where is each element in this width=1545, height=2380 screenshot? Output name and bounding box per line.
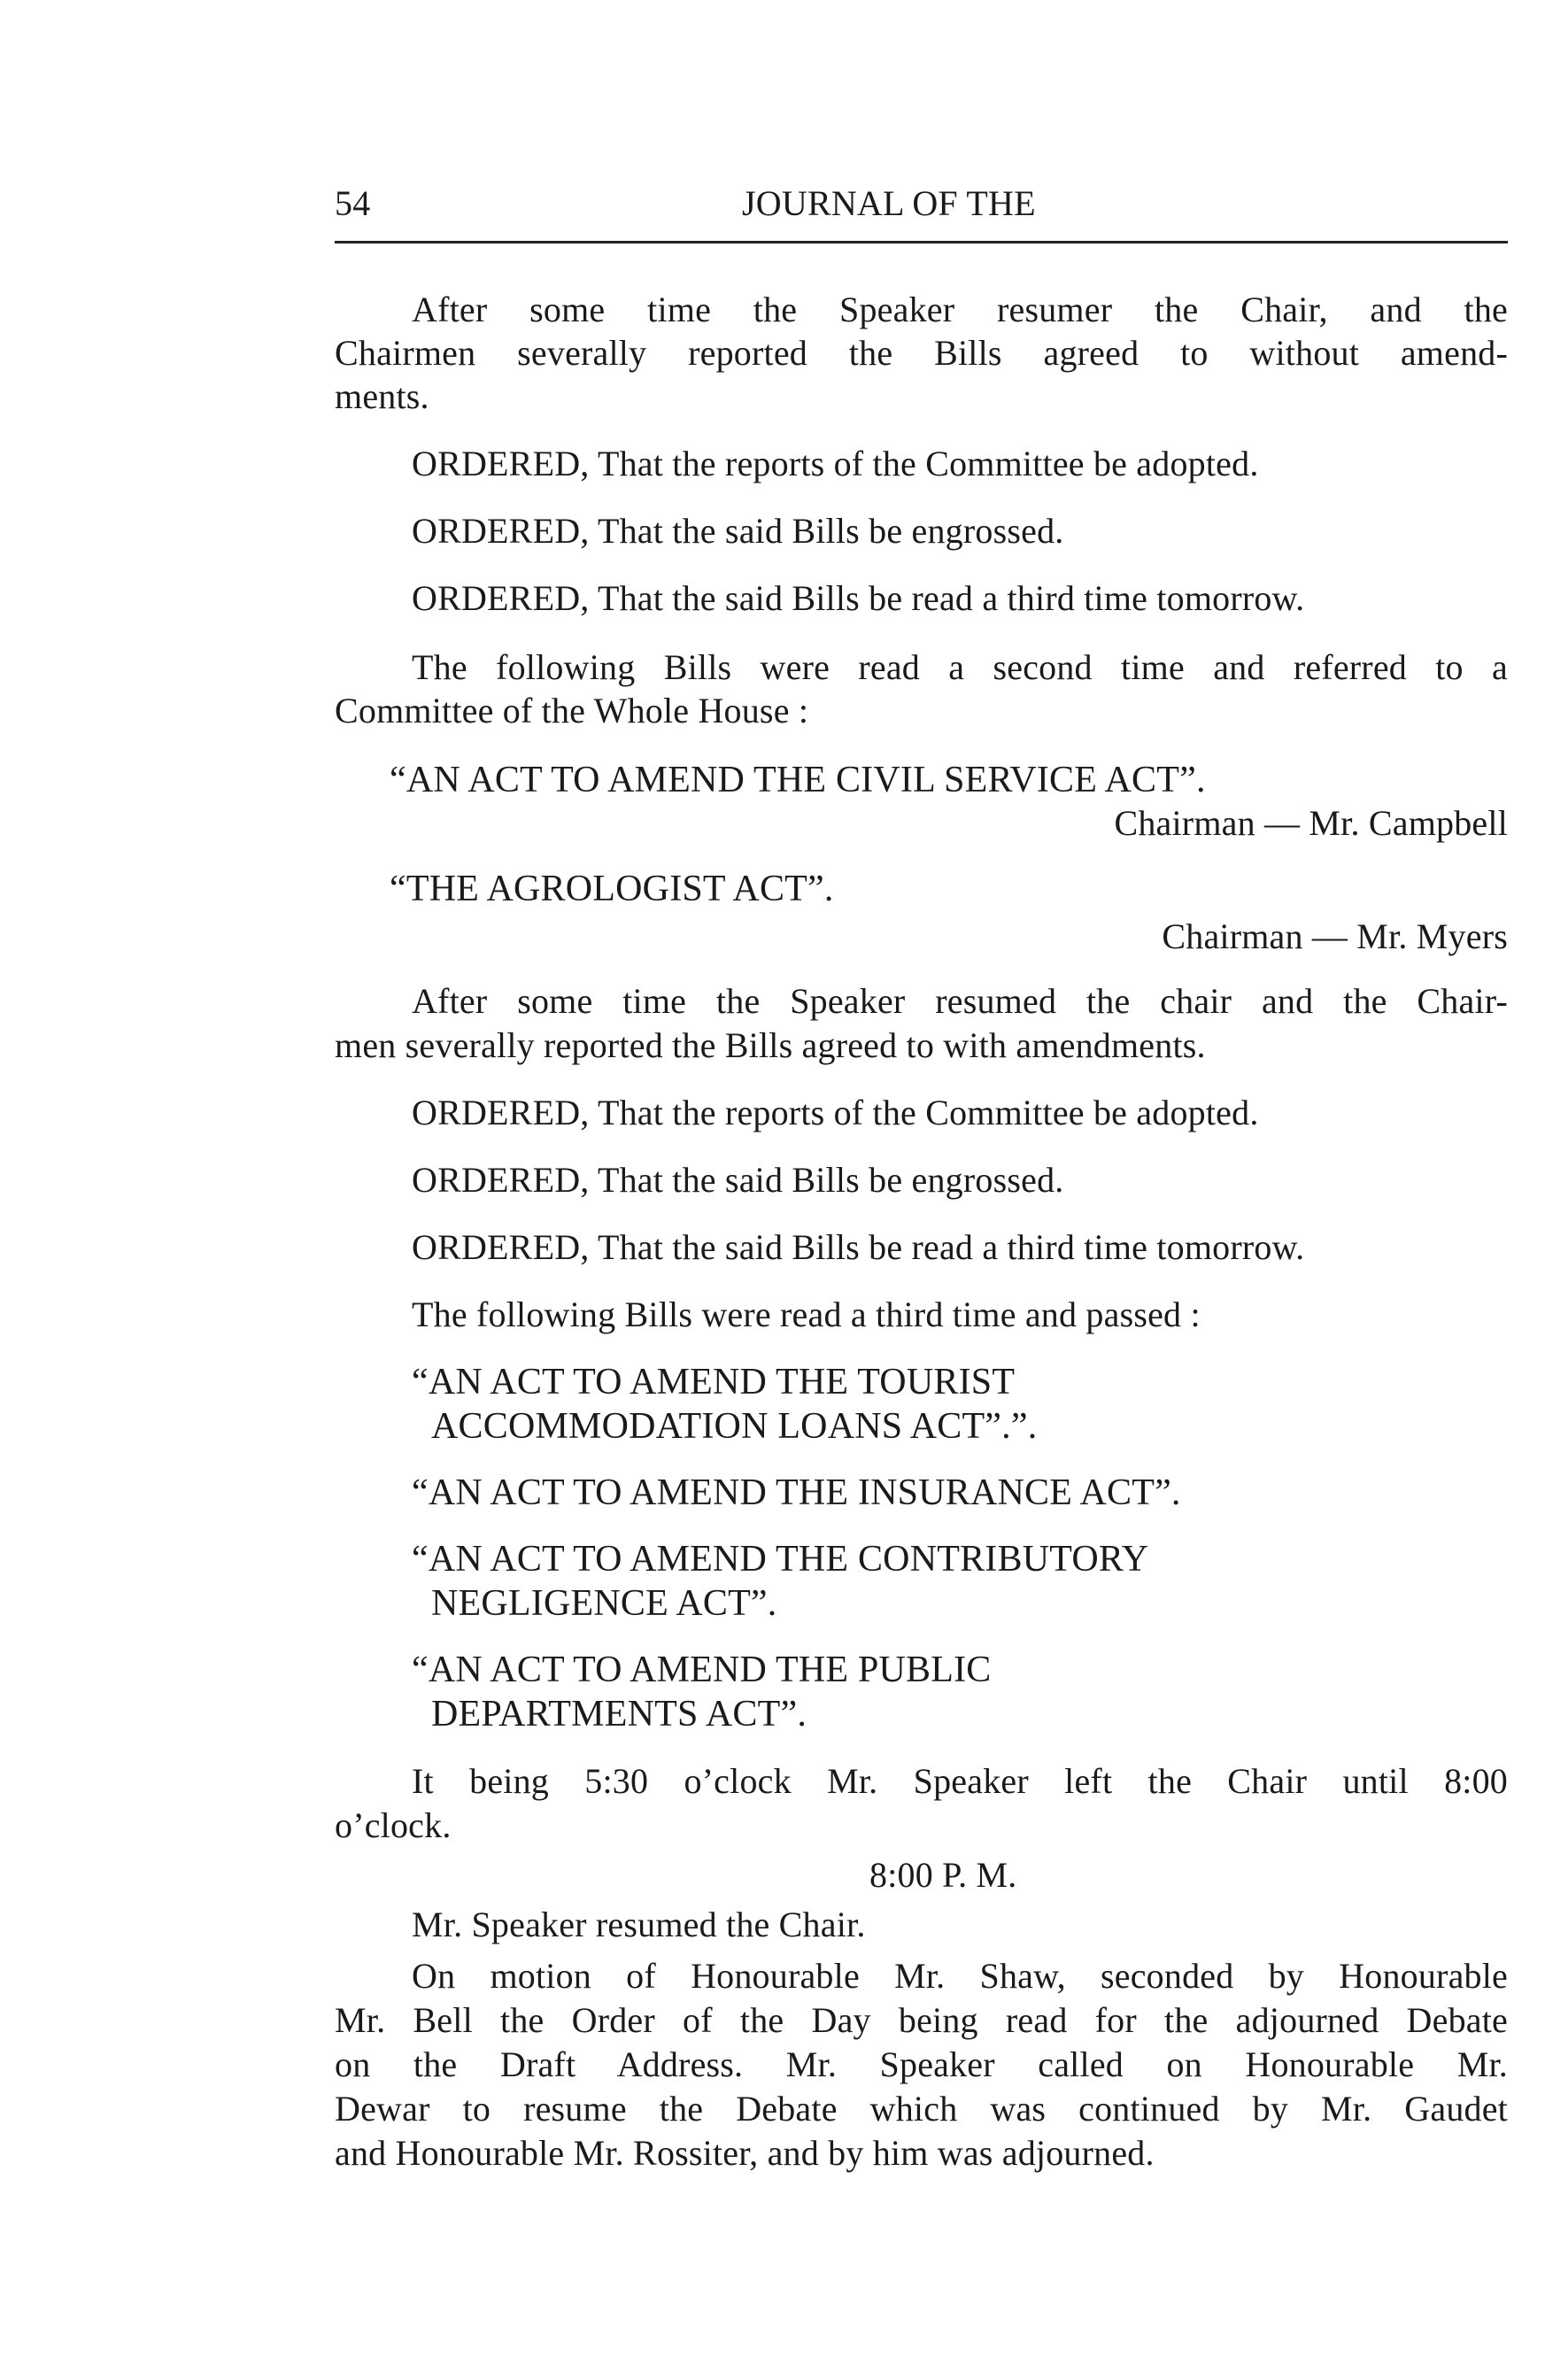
order-1: ORDERED, That the reports of the Committee be adopted. [412, 444, 1259, 483]
bill-civil-service-chairman: Chairman — Mr. Campbell [1114, 803, 1508, 843]
header-rule [335, 241, 1508, 243]
paragraph-5-line-2: o’clock. [335, 1805, 452, 1845]
passed-bill-3-line-1: “AN ACT TO AMEND THE CONTRIBUTORY [412, 1539, 1149, 1580]
paragraph-1-line-1: After some time the Speaker resumer the Chair, and the [412, 290, 1508, 329]
paragraph-3-line-1: After some time the Speaker resumed the chair and the Chair- [412, 981, 1508, 1021]
paragraph-2-line-2: Committee of the Whole House : [335, 691, 809, 730]
paragraph-5-line-1: It being 5:30 o’clock Mr. Speaker left the Chair until 8:00 [412, 1761, 1508, 1801]
paragraph-7-line-5: and Honourable Mr. Rossiter, and by him was adjourned. [335, 2133, 1155, 2173]
paragraph-7-line-2: Mr. Bell the Order of the Day being read for the adjourned Debate [335, 2000, 1508, 2040]
order-5: ORDERED, That the said Bills be engrossed. [412, 1160, 1064, 1200]
paragraph-6: Mr. Speaker resumed the Chair. [412, 1905, 866, 1944]
bill-civil-service: “AN ACT TO AMEND THE CIVIL SERVICE ACT”. [390, 760, 1206, 800]
order-4: ORDERED, That the reports of the Committee be adopted. [412, 1093, 1259, 1132]
order-6: ORDERED, That the said Bills be read a third time tomorrow. [412, 1227, 1305, 1267]
page-number: 54 [335, 183, 371, 223]
paragraph-7-line-1: On motion of Honourable Mr. Shaw, seconded by Honourable [412, 1956, 1508, 1996]
passed-bill-4-line-2: DEPARTMENTS ACT”. [431, 1694, 807, 1735]
passed-bill-1-line-2: ACCOMMODATION LOANS ACT”.”. [431, 1406, 1038, 1447]
running-title: JOURNAL OF THE [742, 183, 1036, 223]
passed-bill-2: “AN ACT TO AMEND THE INSURANCE ACT”. [412, 1472, 1181, 1513]
passed-bill-4-line-1: “AN ACT TO AMEND THE PUBLIC [412, 1650, 992, 1690]
paragraph-4: The following Bills were read a third time and passed : [412, 1294, 1201, 1334]
bill-agrologist-chairman: Chairman — Mr. Myers [1162, 916, 1508, 956]
paragraph-3-line-2: men severally reported the Bills agreed to with amendments. [335, 1025, 1206, 1065]
paragraph-2-line-1: The following Bills were read a second time and referred to a [412, 647, 1508, 687]
order-2: ORDERED, That the said Bills be engrossed. [412, 511, 1064, 551]
paragraph-1-line-3: ments. [335, 376, 429, 416]
passed-bill-3-line-2: NEGLIGENCE ACT”. [431, 1583, 777, 1624]
passed-bill-1-line-1: “AN ACT TO AMEND THE TOURIST [412, 1362, 1016, 1402]
paragraph-1-line-2: Chairmen severally reported the Bills agreed to without amend- [335, 333, 1508, 373]
evening-time: 8:00 P. M. [869, 1855, 1017, 1895]
paragraph-7-line-3: on the Draft Address. Mr. Speaker called on Honourable Mr. [335, 2044, 1508, 2084]
paragraph-7-line-4: Dewar to resume the Debate which was continued by Mr. Gaudet [335, 2089, 1508, 2129]
bill-agrologist: “THE AGROLOGIST ACT”. [390, 869, 834, 909]
order-3: ORDERED, That the said Bills be read a third time tomorrow. [412, 578, 1305, 618]
